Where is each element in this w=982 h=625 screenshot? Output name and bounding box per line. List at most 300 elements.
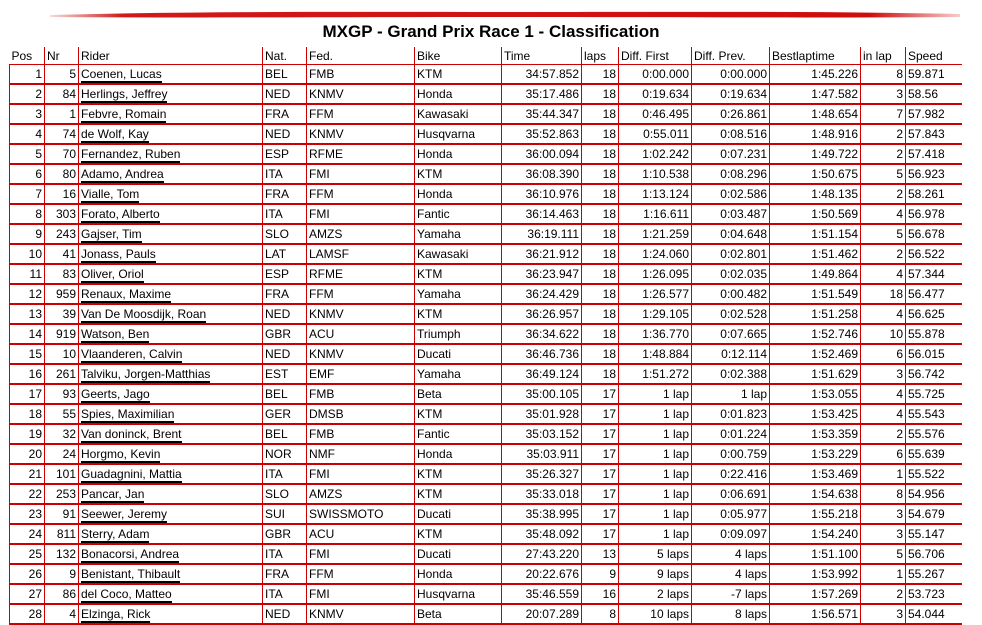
table-row (10, 204, 962, 224)
cell-diff-first: 1:36.770 (619, 324, 692, 344)
column-header-bestlaptime: Bestlaptime (770, 47, 861, 65)
cell-fed: FMB (307, 65, 415, 85)
cell-speed: 54.044 (906, 604, 962, 624)
rider-link[interactable]: Oliver, Oriol (81, 267, 144, 281)
cell-rider[interactable] (79, 364, 263, 384)
cell-in-lap: 4 (861, 264, 906, 284)
cell-diff-first: 1 lap (619, 424, 692, 444)
rider-link[interactable]: Talviku, Jorgen-Matthias (81, 367, 211, 381)
cell-pos: 22 (10, 484, 45, 504)
rider-link[interactable]: Geerts, Jago (81, 387, 150, 401)
cell-diff-prev: 0:02.388 (692, 364, 770, 384)
cell-rider[interactable] (79, 544, 263, 564)
cell-bestlaptime: 1:48.135 (770, 184, 861, 204)
cell-speed: 56.015 (906, 344, 962, 364)
rider-link[interactable]: Forato, Alberto (81, 207, 160, 221)
cell-diff-first: 1:02.242 (619, 144, 692, 164)
cell-time: 35:46.559 (502, 584, 582, 604)
cell-time: 35:00.105 (502, 384, 582, 404)
cell-diff-first: 1:24.060 (619, 244, 692, 264)
cell-diff-prev: -7 laps (692, 584, 770, 604)
cell-bike: Husqvarna (415, 584, 502, 604)
cell-nr: 9 (45, 564, 79, 584)
column-header-bike: Bike (415, 47, 502, 65)
cell-pos: 21 (10, 464, 45, 484)
cell-bestlaptime: 1:55.218 (770, 504, 861, 524)
rider-link[interactable]: Renaux, Maxime (81, 287, 172, 301)
table-row (10, 324, 962, 344)
cell-fed: EMF (307, 364, 415, 384)
cell-diff-first: 1 lap (619, 464, 692, 484)
cell-laps: 18 (582, 344, 619, 364)
cell-speed: 59.871 (906, 65, 962, 85)
table-row (10, 464, 962, 484)
cell-diff-prev: 0:12.114 (692, 344, 770, 364)
cell-bestlaptime: 1:54.638 (770, 484, 861, 504)
cell-speed: 55.147 (906, 524, 962, 544)
cell-rider[interactable] (79, 184, 263, 204)
cell-fed: AMZS (307, 484, 415, 504)
cell-nr: 16 (45, 184, 79, 204)
cell-in-lap: 8 (861, 484, 906, 504)
cell-diff-prev: 0:08.296 (692, 164, 770, 184)
cell-diff-first: 10 laps (619, 604, 692, 624)
cell-laps: 18 (582, 264, 619, 284)
cell-diff-prev: 0:02.801 (692, 244, 770, 264)
column-header-pos: Pos (10, 47, 45, 65)
table-row (10, 524, 962, 544)
cell-speed: 56.522 (906, 244, 962, 264)
cell-time: 27:43.220 (502, 544, 582, 564)
cell-laps: 13 (582, 544, 619, 564)
cell-speed: 56.477 (906, 284, 962, 304)
rider-link[interactable]: Febvre, Romain (81, 107, 167, 121)
table-row (10, 304, 962, 324)
cell-speed: 57.418 (906, 144, 962, 164)
cell-fed: KNMV (307, 304, 415, 324)
cell-bike: Honda (415, 564, 502, 584)
rider-link[interactable]: Van De Moosdijk, Roan (81, 307, 207, 321)
cell-nat: SUI (263, 504, 307, 524)
column-header-rider: Rider (79, 47, 263, 65)
rider-link[interactable]: Gajser, Tim (81, 227, 142, 241)
cell-time: 35:52.863 (502, 124, 582, 144)
cell-bike: Yamaha (415, 284, 502, 304)
cell-laps: 17 (582, 424, 619, 444)
cell-rider[interactable] (79, 104, 263, 124)
cell-diff-first: 0:00.000 (619, 65, 692, 85)
cell-rider[interactable] (79, 284, 263, 304)
cell-rider[interactable] (79, 584, 263, 604)
cell-in-lap: 5 (861, 164, 906, 184)
table-row (10, 84, 962, 104)
cell-rider[interactable] (79, 344, 263, 364)
cell-bestlaptime: 1:49.722 (770, 144, 861, 164)
cell-bike: Kawasaki (415, 244, 502, 264)
cell-time: 36:00.094 (502, 144, 582, 164)
cell-bike: Triumph (415, 324, 502, 344)
cell-rider[interactable] (79, 224, 263, 244)
cell-bike: KTM (415, 304, 502, 324)
cell-nat: ITA (263, 584, 307, 604)
cell-pos: 7 (10, 184, 45, 204)
cell-bestlaptime: 1:51.258 (770, 304, 861, 324)
table-header-row (10, 47, 962, 65)
cell-in-lap: 1 (861, 464, 906, 484)
cell-time: 36:21.912 (502, 244, 582, 264)
cell-bike: Honda (415, 444, 502, 464)
column-header-nat: Nat. (263, 47, 307, 65)
cell-diff-prev: 0:06.691 (692, 484, 770, 504)
cell-bike: Yamaha (415, 364, 502, 384)
cell-in-lap: 3 (861, 364, 906, 384)
cell-diff-first: 0:46.495 (619, 104, 692, 124)
cell-bestlaptime: 1:53.469 (770, 464, 861, 484)
cell-diff-first: 1:29.105 (619, 304, 692, 324)
cell-nr: 132 (45, 544, 79, 564)
cell-laps: 18 (582, 164, 619, 184)
cell-diff-prev: 0:02.528 (692, 304, 770, 324)
cell-speed: 56.678 (906, 224, 962, 244)
cell-bestlaptime: 1:52.469 (770, 344, 861, 364)
cell-nat: NED (263, 604, 307, 624)
cell-diff-prev: 4 laps (692, 544, 770, 564)
cell-speed: 54.956 (906, 484, 962, 504)
column-header-time: Time (502, 47, 582, 65)
rider-link[interactable]: Spies, Maximilian (81, 407, 175, 421)
cell-in-lap: 3 (861, 504, 906, 524)
cell-rider[interactable] (79, 404, 263, 424)
cell-fed: RFME (307, 264, 415, 284)
rider-link[interactable]: de Wolf, Kay (81, 127, 149, 141)
table-row (10, 544, 962, 564)
table-row (10, 564, 962, 584)
cell-speed: 57.982 (906, 104, 962, 124)
cell-laps: 17 (582, 464, 619, 484)
cell-time: 20:07.289 (502, 604, 582, 624)
cell-nat: LAT (263, 244, 307, 264)
cell-diff-prev: 0:04.648 (692, 224, 770, 244)
cell-fed: ACU (307, 524, 415, 544)
cell-pos: 9 (10, 224, 45, 244)
rider-link[interactable]: Benistant, Thibault (81, 567, 181, 581)
cell-pos: 26 (10, 564, 45, 584)
cell-nr: 261 (45, 364, 79, 384)
cell-diff-prev: 0:26.861 (692, 104, 770, 124)
cell-diff-first: 1 lap (619, 504, 692, 524)
cell-fed: KNMV (307, 84, 415, 104)
cell-nat: EST (263, 364, 307, 384)
cell-in-lap: 6 (861, 344, 906, 364)
cell-nat: BEL (263, 65, 307, 85)
table-row (10, 104, 962, 124)
cell-rider[interactable] (79, 504, 263, 524)
rider-link[interactable]: Elzinga, Rick (81, 607, 151, 621)
cell-nat: SLO (263, 484, 307, 504)
cell-bike: Honda (415, 84, 502, 104)
cell-pos: 25 (10, 544, 45, 564)
cell-rider[interactable] (79, 304, 263, 324)
cell-speed: 56.625 (906, 304, 962, 324)
cell-diff-prev: 0:01.224 (692, 424, 770, 444)
rider-link[interactable]: Fernandez, Ruben (81, 147, 181, 161)
rider-link[interactable]: Coenen, Lucas (81, 67, 162, 81)
column-header-diff-first: Diff. First (619, 47, 692, 65)
table-row (10, 424, 962, 444)
cell-diff-first: 1 lap (619, 404, 692, 424)
cell-diff-first: 1:51.272 (619, 364, 692, 384)
cell-rider[interactable] (79, 144, 263, 164)
cell-nr: 70 (45, 144, 79, 164)
table-row (10, 344, 962, 364)
cell-nr: 303 (45, 204, 79, 224)
cell-rider[interactable] (79, 204, 263, 224)
column-header-diff-prev: Diff. Prev. (692, 47, 770, 65)
rider-link[interactable]: Vlaanderen, Calvin (81, 347, 183, 361)
cell-bestlaptime: 1:52.746 (770, 324, 861, 344)
table-row (10, 144, 962, 164)
cell-nr: 4 (45, 604, 79, 624)
cell-pos: 23 (10, 504, 45, 524)
cell-pos: 20 (10, 444, 45, 464)
cell-diff-first: 1:48.884 (619, 344, 692, 364)
cell-laps: 16 (582, 584, 619, 604)
cell-nat: NED (263, 84, 307, 104)
cell-diff-prev: 0:09.097 (692, 524, 770, 544)
cell-diff-prev: 0:02.035 (692, 264, 770, 284)
cell-nat: ITA (263, 464, 307, 484)
cell-nr: 32 (45, 424, 79, 444)
cell-nr: 253 (45, 484, 79, 504)
cell-pos: 18 (10, 404, 45, 424)
cell-bike: KTM (415, 264, 502, 284)
column-header-laps: laps (582, 47, 619, 65)
cell-nat: NOR (263, 444, 307, 464)
cell-diff-prev: 0:07.231 (692, 144, 770, 164)
cell-in-lap: 2 (861, 584, 906, 604)
cell-pos: 3 (10, 104, 45, 124)
cell-bike: KTM (415, 65, 502, 85)
cell-in-lap: 2 (861, 244, 906, 264)
cell-fed: FMB (307, 424, 415, 444)
cell-bike: Ducati (415, 544, 502, 564)
cell-rider[interactable] (79, 424, 263, 444)
cell-rider[interactable] (79, 464, 263, 484)
cell-laps: 9 (582, 564, 619, 584)
cell-bestlaptime: 1:53.229 (770, 444, 861, 464)
cell-bestlaptime: 1:45.226 (770, 65, 861, 85)
rider-link[interactable]: Seewer, Jeremy (81, 507, 168, 521)
table-row (10, 164, 962, 184)
rider-link[interactable]: Adamo, Andrea (81, 167, 164, 181)
cell-nr: 41 (45, 244, 79, 264)
cell-in-lap: 4 (861, 404, 906, 424)
cell-speed: 55.522 (906, 464, 962, 484)
cell-in-lap: 2 (861, 124, 906, 144)
cell-rider[interactable] (79, 324, 263, 344)
rider-link[interactable]: Van doninck, Brent (81, 427, 182, 441)
cell-time: 36:10.976 (502, 184, 582, 204)
classification-table (9, 47, 962, 625)
cell-rider[interactable] (79, 84, 263, 104)
cell-bestlaptime: 1:50.569 (770, 204, 861, 224)
cell-fed: DMSB (307, 404, 415, 424)
cell-fed: LAMSF (307, 244, 415, 264)
cell-fed: ACU (307, 324, 415, 344)
table-row (10, 364, 962, 384)
cell-diff-first: 1 lap (619, 444, 692, 464)
cell-nat: GBR (263, 324, 307, 344)
cell-in-lap: 3 (861, 84, 906, 104)
cell-rider[interactable] (79, 604, 263, 624)
cell-laps: 18 (582, 184, 619, 204)
cell-nat: ESP (263, 144, 307, 164)
cell-diff-first: 1:10.538 (619, 164, 692, 184)
cell-time: 35:48.092 (502, 524, 582, 544)
cell-fed: FMB (307, 384, 415, 404)
cell-fed: FMI (307, 584, 415, 604)
cell-laps: 18 (582, 324, 619, 344)
cell-fed: FFM (307, 104, 415, 124)
cell-speed: 57.344 (906, 264, 962, 284)
cell-bike: Honda (415, 144, 502, 164)
cell-nat: FRA (263, 184, 307, 204)
cell-nr: 80 (45, 164, 79, 184)
cell-rider[interactable] (79, 484, 263, 504)
rider-link[interactable]: Vialle, Tom (81, 187, 140, 201)
cell-pos: 17 (10, 384, 45, 404)
cell-laps: 17 (582, 484, 619, 504)
cell-bestlaptime: 1:50.675 (770, 164, 861, 184)
cell-bike: KTM (415, 164, 502, 184)
cell-pos: 1 (10, 65, 45, 85)
cell-bestlaptime: 1:53.359 (770, 424, 861, 444)
cell-nat: FRA (263, 104, 307, 124)
cell-nr: 243 (45, 224, 79, 244)
cell-pos: 11 (10, 264, 45, 284)
cell-in-lap: 3 (861, 524, 906, 544)
cell-laps: 18 (582, 204, 619, 224)
table-row (10, 404, 962, 424)
cell-rider[interactable] (79, 244, 263, 264)
cell-diff-prev: 4 laps (692, 564, 770, 584)
cell-bike: KTM (415, 524, 502, 544)
cell-diff-first: 2 laps (619, 584, 692, 604)
cell-rider[interactable] (79, 164, 263, 184)
rider-link[interactable]: Bonacorsi, Andrea (81, 547, 180, 561)
rider-link[interactable]: Jonass, Pauls (81, 247, 156, 261)
cell-in-lap: 7 (861, 104, 906, 124)
cell-fed: KNMV (307, 124, 415, 144)
cell-rider[interactable] (79, 444, 263, 464)
cell-fed: NMF (307, 444, 415, 464)
column-header-nr: Nr (45, 47, 79, 65)
cell-speed: 55.576 (906, 424, 962, 444)
cell-time: 36:24.429 (502, 284, 582, 304)
cell-in-lap: 6 (861, 444, 906, 464)
cell-bestlaptime: 1:53.992 (770, 564, 861, 584)
rider-link[interactable]: Sterry, Adam (81, 527, 150, 541)
cell-time: 36:46.736 (502, 344, 582, 364)
cell-laps: 18 (582, 224, 619, 244)
cell-in-lap: 2 (861, 424, 906, 444)
cell-laps: 18 (582, 284, 619, 304)
cell-speed: 55.267 (906, 564, 962, 584)
cell-bike: KTM (415, 484, 502, 504)
cell-bestlaptime: 1:47.582 (770, 84, 861, 104)
cell-diff-first: 5 laps (619, 544, 692, 564)
rider-link[interactable]: Watson, Ben (81, 327, 150, 341)
cell-time: 35:33.018 (502, 484, 582, 504)
cell-diff-first: 0:55.011 (619, 124, 692, 144)
cell-rider[interactable] (79, 65, 263, 85)
cell-speed: 56.706 (906, 544, 962, 564)
cell-diff-first: 0:19.634 (619, 84, 692, 104)
cell-in-lap: 5 (861, 544, 906, 564)
cell-time: 35:26.327 (502, 464, 582, 484)
cell-pos: 19 (10, 424, 45, 444)
cell-speed: 55.543 (906, 404, 962, 424)
cell-pos: 10 (10, 244, 45, 264)
cell-rider[interactable] (79, 524, 263, 544)
table-row (10, 284, 962, 304)
cell-nr: 959 (45, 284, 79, 304)
cell-time: 36:19.111 (502, 224, 582, 244)
cell-diff-first: 1:13.124 (619, 184, 692, 204)
cell-nat: FRA (263, 564, 307, 584)
rider-link[interactable]: Herlings, Jeffrey (81, 87, 168, 101)
cell-laps: 18 (582, 304, 619, 324)
cell-time: 36:26.957 (502, 304, 582, 324)
table-row (10, 65, 962, 85)
cell-rider[interactable] (79, 124, 263, 144)
cell-in-lap: 5 (861, 224, 906, 244)
cell-bike: Yamaha (415, 224, 502, 244)
table-row (10, 244, 962, 264)
cell-pos: 28 (10, 604, 45, 624)
cell-bestlaptime: 1:51.629 (770, 364, 861, 384)
cell-in-lap: 4 (861, 204, 906, 224)
cell-rider[interactable] (79, 384, 263, 404)
cell-bestlaptime: 1:53.055 (770, 384, 861, 404)
table-row (10, 264, 962, 284)
cell-in-lap: 3 (861, 604, 906, 624)
cell-bike: Ducati (415, 344, 502, 364)
cell-time: 36:14.463 (502, 204, 582, 224)
cell-nr: 919 (45, 324, 79, 344)
cell-nr: 10 (45, 344, 79, 364)
cell-pos: 14 (10, 324, 45, 344)
cell-laps: 17 (582, 524, 619, 544)
rider-link[interactable]: Horgmo, Kevin (81, 447, 161, 461)
cell-diff-prev: 0:00.482 (692, 284, 770, 304)
rider-link[interactable]: del Coco, Matteo (81, 587, 172, 601)
cell-speed: 54.679 (906, 504, 962, 524)
column-header-speed: Speed (906, 47, 962, 65)
cell-diff-prev: 1 lap (692, 384, 770, 404)
cell-nat: NED (263, 344, 307, 364)
rider-link[interactable]: Pancar, Jan (81, 487, 145, 501)
cell-diff-first: 1:26.095 (619, 264, 692, 284)
cell-fed: FMI (307, 464, 415, 484)
cell-rider[interactable] (79, 564, 263, 584)
rider-link[interactable]: Guadagnini, Mattia (81, 467, 182, 481)
cell-fed: SWISSMOTO (307, 504, 415, 524)
cell-pos: 13 (10, 304, 45, 324)
cell-rider[interactable] (79, 264, 263, 284)
cell-time: 34:57.852 (502, 65, 582, 85)
cell-laps: 18 (582, 104, 619, 124)
